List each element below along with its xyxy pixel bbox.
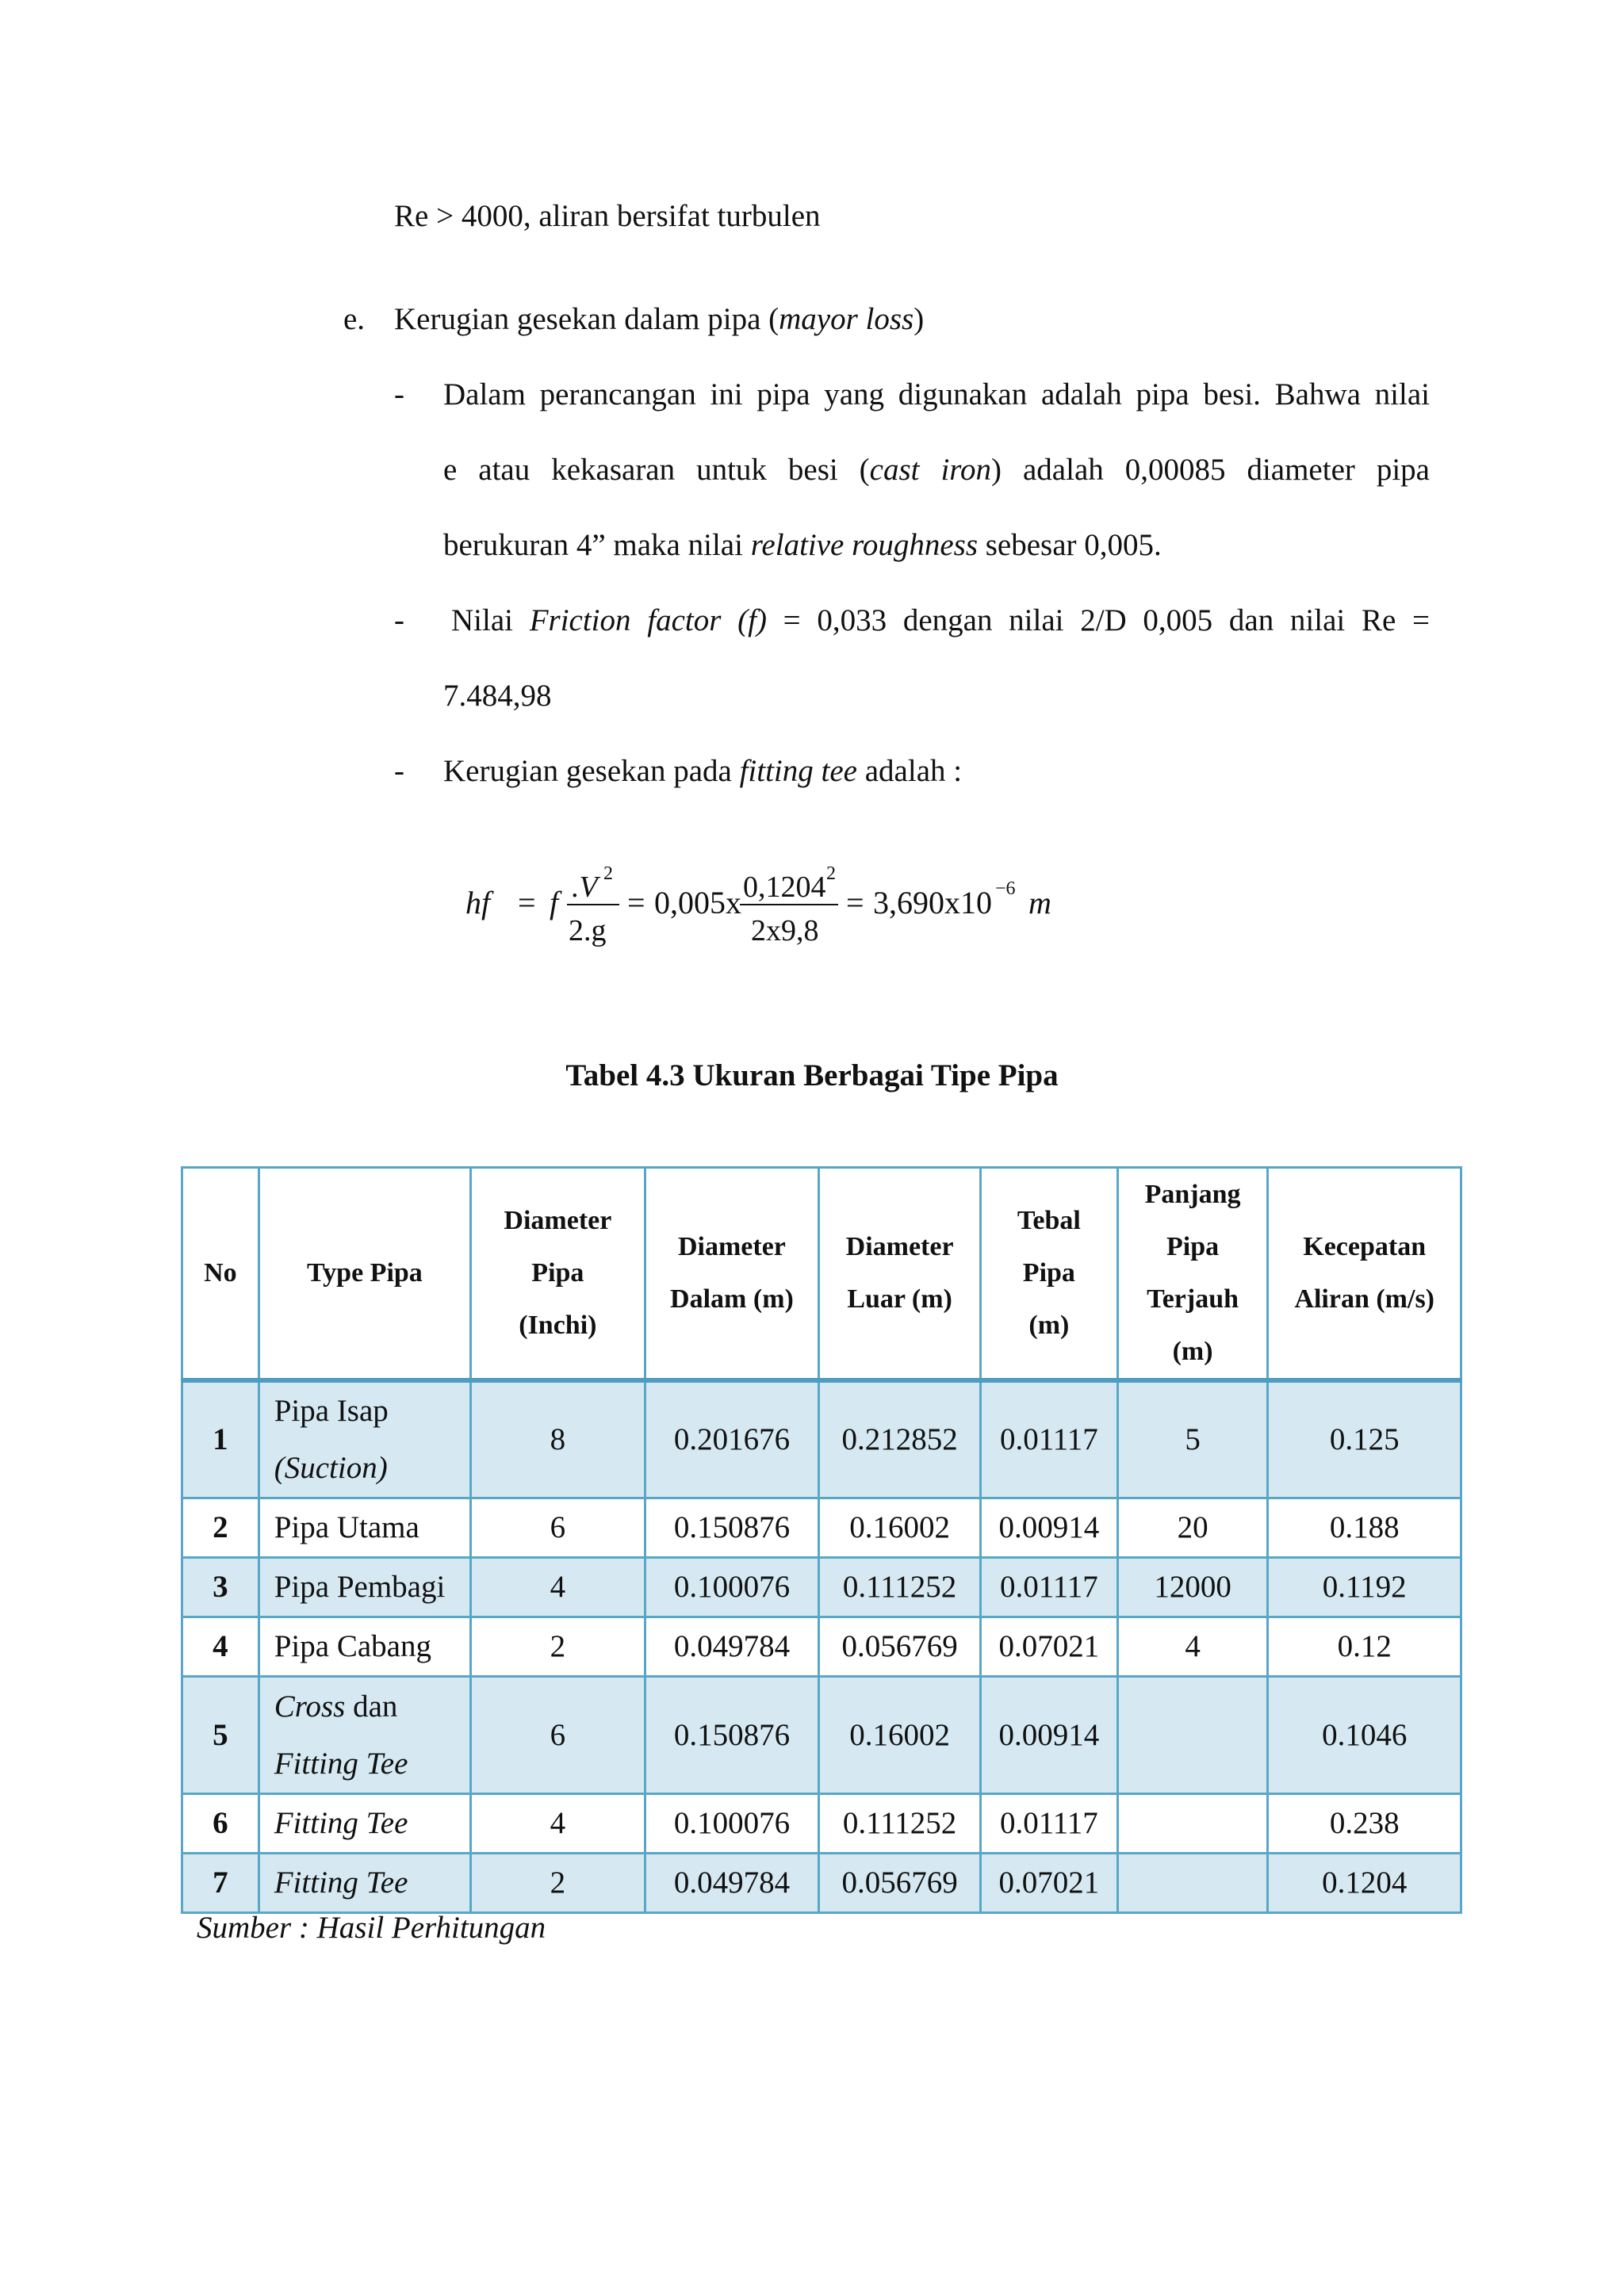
cell-panjang — [1117, 1794, 1268, 1854]
formula-num2: 0,1204 — [743, 871, 826, 904]
pipe-size-table — [181, 1166, 1462, 1914]
formula-unit: m — [1028, 885, 1051, 920]
cell-tebal: 0.01117 — [980, 1380, 1117, 1498]
cell-diameter-luar: 0.111252 — [819, 1794, 981, 1854]
header-type-pipa: Type Pipa — [259, 1168, 470, 1381]
formula-den2: 2x9,8 — [751, 914, 819, 947]
cell-no: 3 — [182, 1558, 259, 1617]
cell-no: 6 — [182, 1794, 259, 1854]
cell-diameter-luar: 0.111252 — [819, 1558, 981, 1617]
cell-type: Pipa Cabang — [259, 1617, 470, 1677]
header-tebal-pipa: Tebal Pipa (m) — [980, 1168, 1117, 1381]
header-no: No — [182, 1168, 259, 1381]
bullet1-line2: e atau kekasaran untuk besi (cast iron) adalah 0,00085 diameter pipa — [443, 453, 1430, 487]
cell-no: 1 — [182, 1380, 259, 1498]
cell-diameter-pipa: 6 — [471, 1677, 645, 1794]
formula-num1: .V — [572, 871, 598, 904]
cell-tebal: 0.01117 — [980, 1794, 1117, 1854]
formula-coef: 0,005x — [654, 885, 741, 920]
cell-kecepatan: 0.188 — [1268, 1498, 1461, 1558]
cell-diameter-dalam: 0.150876 — [645, 1677, 819, 1794]
table-row — [182, 1380, 1461, 1498]
header-panjang-pipa: Panjang Pipa Terjauh (m) — [1117, 1168, 1268, 1381]
bullet1-line1: Dalam perancangan ini pipa yang digunakan adalah pipa besi. Bahwa nilai — [443, 377, 1430, 411]
table-row — [182, 1854, 1461, 1913]
cell-type: Pipa Isap (Suction) — [259, 1380, 470, 1498]
head-loss-formula — [464, 860, 1067, 963]
formula-result: 3,690x10 — [873, 885, 992, 920]
cell-diameter-pipa: 6 — [471, 1498, 645, 1558]
cell-no: 7 — [182, 1854, 259, 1913]
cell-panjang — [1117, 1677, 1268, 1794]
cell-panjang: 4 — [1117, 1617, 1268, 1677]
cell-kecepatan: 0.125 — [1268, 1380, 1461, 1498]
formula-num2-exp: 2 — [826, 863, 836, 884]
formula-result-exp: −6 — [995, 878, 1016, 899]
cell-panjang — [1117, 1854, 1268, 1913]
cell-tebal: 0.01117 — [980, 1558, 1117, 1617]
cell-panjang: 5 — [1117, 1380, 1268, 1498]
item-e-text: Kerugian gesekan dalam pipa (mayor loss) — [394, 302, 925, 336]
formula-eq2: = — [627, 885, 645, 920]
cell-diameter-dalam: 0.100076 — [645, 1794, 819, 1854]
cell-diameter-luar: 0.056769 — [819, 1854, 981, 1913]
cell-kecepatan: 0.1204 — [1268, 1854, 1461, 1913]
re-condition-line: Re > 4000, aliran bersifat turbulen — [394, 199, 821, 233]
cell-diameter-luar: 0.212852 — [819, 1380, 981, 1498]
cell-type: Pipa Pembagi — [259, 1558, 470, 1617]
bullet-marker: - — [394, 603, 404, 637]
table-source-note: Sumber : Hasil Perhitungan — [197, 1911, 546, 1945]
header-kecepatan-aliran: Kecepatan Aliran (m/s) — [1268, 1168, 1461, 1381]
bullet2-line2: 7.484,98 — [443, 679, 552, 713]
formula-eq3: = — [846, 885, 864, 920]
formula-den1: 2.g — [569, 914, 607, 947]
bullet-marker: - — [394, 754, 404, 788]
cell-tebal: 0.00914 — [980, 1677, 1117, 1794]
table-row — [182, 1677, 1461, 1794]
cell-tebal: 0.07021 — [980, 1617, 1117, 1677]
cell-diameter-dalam: 0.049784 — [645, 1617, 819, 1677]
formula-num1-exp: 2 — [603, 863, 613, 884]
cell-tebal: 0.00914 — [980, 1498, 1117, 1558]
table-row — [182, 1794, 1461, 1854]
cell-kecepatan: 0.1046 — [1268, 1677, 1461, 1794]
header-diameter-dalam: Diameter Dalam (m) — [645, 1168, 819, 1381]
table-row — [182, 1558, 1461, 1617]
cell-diameter-dalam: 0.049784 — [645, 1854, 819, 1913]
table-title: Tabel 4.3 Ukuran Berbagai Tipe Pipa — [565, 1058, 1059, 1093]
cell-diameter-dalam: 0.100076 — [645, 1558, 819, 1617]
bullet-marker: - — [394, 377, 404, 411]
cell-diameter-dalam: 0.201676 — [645, 1380, 819, 1498]
cell-kecepatan: 0.238 — [1268, 1794, 1461, 1854]
formula-f: f — [550, 885, 559, 920]
table-row — [182, 1498, 1461, 1558]
cell-no: 4 — [182, 1617, 259, 1677]
list-marker-e: e. — [343, 302, 366, 336]
bullet2-line1: Nilai Friction factor (f) = 0,033 dengan nilai 2/D 0,005 dan nilai Re = — [451, 603, 1430, 637]
cell-diameter-luar: 0.16002 — [819, 1677, 981, 1794]
header-diameter-pipa: Diameter Pipa (Inchi) — [471, 1168, 645, 1381]
cell-panjang: 20 — [1117, 1498, 1268, 1558]
cell-panjang: 12000 — [1117, 1558, 1268, 1617]
formula-eq1: = — [518, 885, 536, 920]
cell-no: 5 — [182, 1677, 259, 1794]
cell-diameter-luar: 0.056769 — [819, 1617, 981, 1677]
formula-lhs: hf — [465, 885, 491, 920]
cell-diameter-pipa: 8 — [471, 1380, 645, 1498]
bullet1-line3: berukuran 4” maka nilai relative roughness sebesar 0,005. — [443, 528, 1162, 562]
cell-diameter-luar: 0.16002 — [819, 1498, 981, 1558]
cell-tebal: 0.07021 — [980, 1854, 1117, 1913]
cell-diameter-pipa: 2 — [471, 1617, 645, 1677]
cell-no: 2 — [182, 1498, 259, 1558]
cell-type: Cross dan Fitting Tee — [259, 1677, 470, 1794]
cell-type: Fitting Tee — [259, 1854, 470, 1913]
cell-type: Fitting Tee — [259, 1794, 470, 1854]
cell-diameter-pipa: 2 — [471, 1854, 645, 1913]
cell-kecepatan: 0.12 — [1268, 1617, 1461, 1677]
cell-type: Pipa Utama — [259, 1498, 470, 1558]
header-diameter-luar: Diameter Luar (m) — [819, 1168, 981, 1381]
bullet3-line: Kerugian gesekan pada fitting tee adalah : — [443, 754, 963, 788]
table-row — [182, 1617, 1461, 1677]
cell-kecepatan: 0.1192 — [1268, 1558, 1461, 1617]
cell-diameter-pipa: 4 — [471, 1558, 645, 1617]
cell-diameter-pipa: 4 — [471, 1794, 645, 1854]
cell-diameter-dalam: 0.150876 — [645, 1498, 819, 1558]
